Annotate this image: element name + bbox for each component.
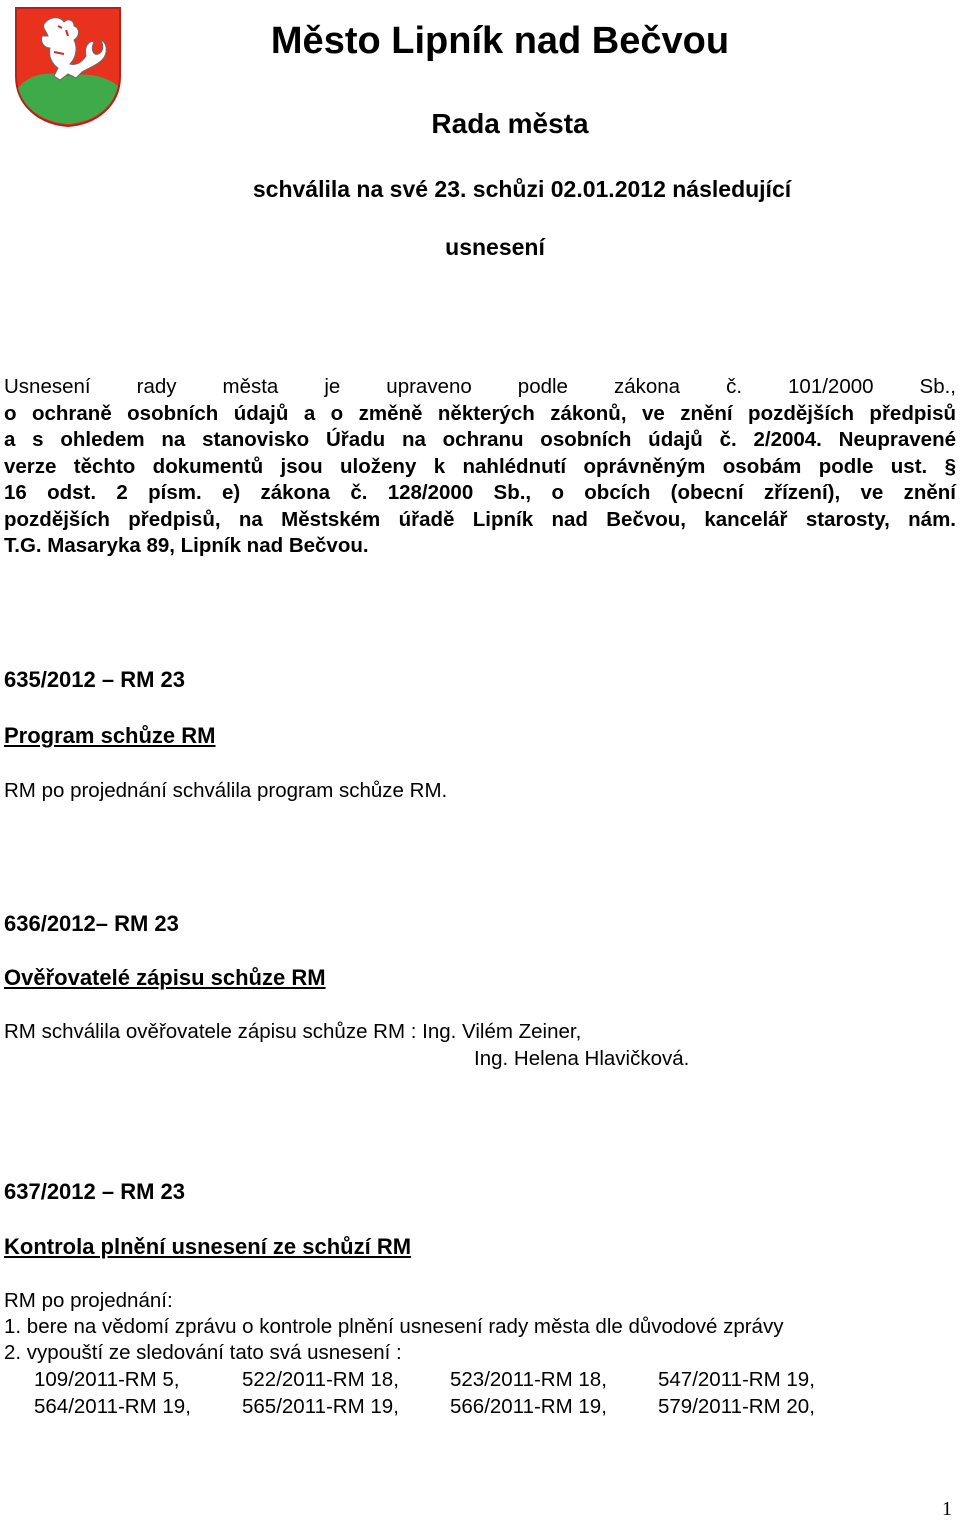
intro-paragraph [4, 374, 956, 560]
intro-line: 16 odst. 2 písm. e) zákona č. 128/2000 Sb., o obcích (obecní zřízení), ve znění [4, 481, 956, 504]
resolution-label: usnesení [445, 234, 545, 260]
resolution-text: RM po projednání: [4, 1289, 173, 1312]
list-item: 1. bere na vědomí zprávu o kontrole plnění usnesení rady města dle důvodové zprávy [4, 1315, 784, 1338]
resolution-number: 637/2012 – RM 23 [4, 1179, 186, 1204]
resolution-code: 547/2011-RM 19, [658, 1368, 815, 1391]
resolution-heading: Kontrola plnění usnesení ze schůzí RM [4, 1234, 412, 1259]
intro-line: Usnesení rady města je upraveno podle zákona č. 101/2000 Sb., [4, 375, 956, 398]
resolution-text: RM po projednání schválila program schůze RM. [4, 779, 448, 802]
approval-subtitle: schválila na své 23. schůzi 02.01.2012 následující [252, 176, 792, 202]
page-number: 1 [942, 1498, 952, 1520]
resolution-number: 635/2012 – RM 23 [4, 667, 186, 692]
resolution-heading: Ověřovatelé zápisu schůze RM [4, 965, 326, 990]
intro-line: verze těchto dokumentů jsou uloženy k nahlédnutí oprávněným osobám podle ust. § [4, 454, 956, 478]
resolution-code: 564/2011-RM 19, [34, 1395, 191, 1418]
list-item: 2. vypouští ze sledování tato svá usnesení : [4, 1341, 402, 1364]
resolution-code: 566/2011-RM 19, [450, 1395, 607, 1418]
resolution-number: 636/2012– RM 23 [4, 911, 179, 936]
resolution-code: 522/2011-RM 18, [242, 1368, 399, 1391]
intro-line: a s ohledem na stanovisko Úřadu na ochranu osobních údajů č. 2/2004. Neupravené [4, 428, 956, 451]
resolution-code: 109/2011-RM 5, [34, 1368, 180, 1391]
resolution-code: 565/2011-RM 19, [242, 1395, 399, 1418]
intro-line: T.G. Masaryka 89, Lipník nad Bečvou. [4, 534, 369, 557]
intro-line: pozdějších předpisů, na Městském úřadě Lipník nad Bečvou, kancelář starosty, nám. [4, 507, 956, 531]
resolution-text: RM schválila ověřovatele zápisu schůze RM : Ing. Vilém Zeiner, [4, 1020, 582, 1043]
city-title: Město Lipník nad Bečvou [270, 20, 730, 62]
council-title: Rada města [431, 108, 589, 139]
resolution-text: Ing. Helena Hlavičková. [474, 1047, 690, 1070]
resolution-heading: Program schůze RM [4, 723, 216, 748]
intro-line: o ochraně osobních údajů a o změně některých zákonů, ve znění pozdějších předpisů [4, 401, 956, 425]
resolution-code: 579/2011-RM 20, [658, 1395, 815, 1418]
resolution-code: 523/2011-RM 18, [450, 1368, 607, 1391]
